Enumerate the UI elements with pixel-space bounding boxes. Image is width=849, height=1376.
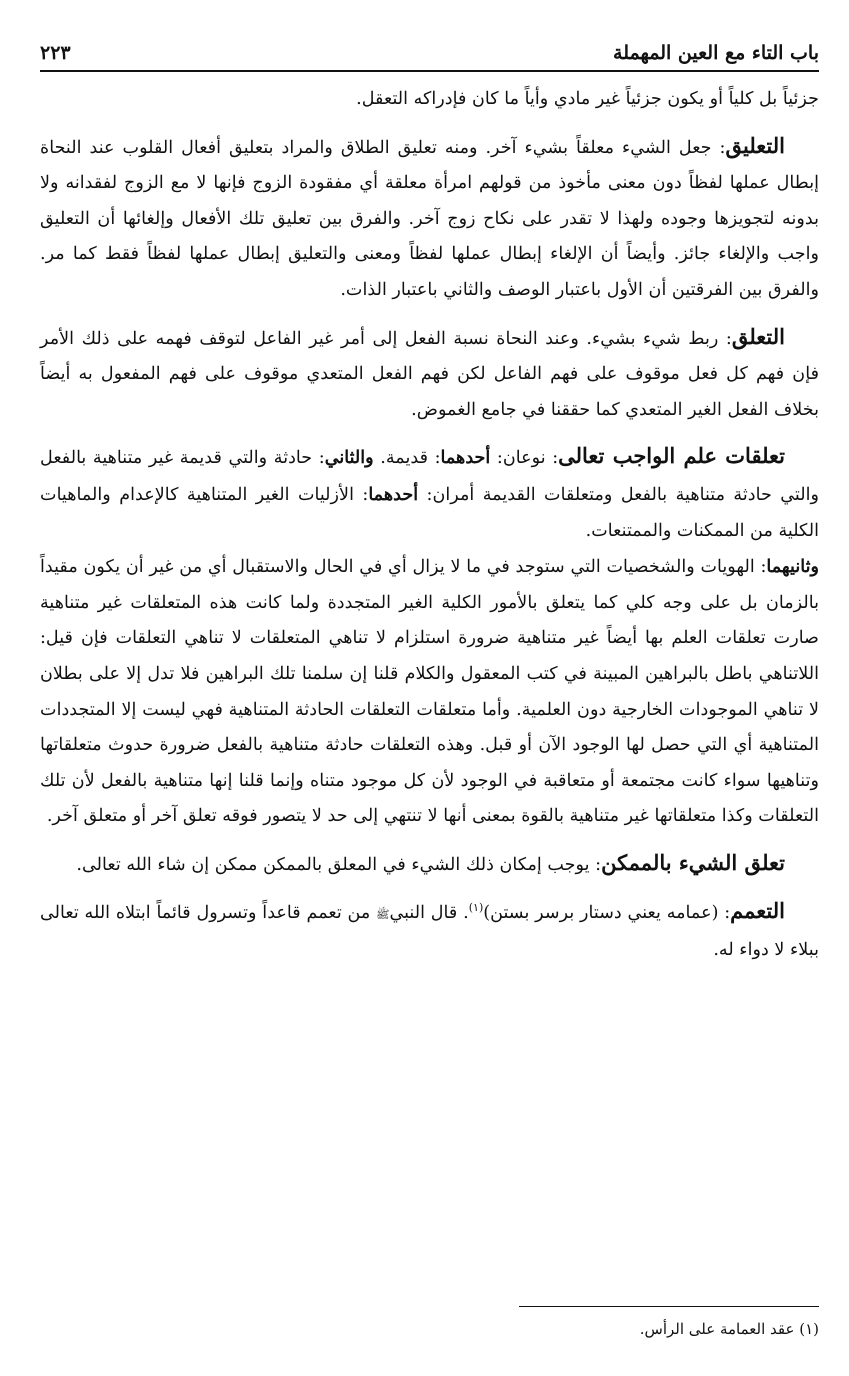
entry-separator: :	[711, 137, 726, 158]
entry-text: ربط شيء بشيء. وعند النحاة نسبة الفعل إلى أمر غير الفاعل لتوقف فهمه على ذلك الأمر فإن فهم كل فعل موقوف على فهم الفاعل لكن فهم الفعل المتعدي موقوف على فهم المفعول به أيضاً بخلاف الفعل الغير المتعدي كما حققنا في جامع الغموض.	[40, 328, 819, 420]
entry-text: : الأزليات الغير المتناهية كالإعدام والماهيات الكلية من الممكنات والممتنعات.	[40, 484, 819, 541]
bold-keyword: أحدهما	[440, 447, 491, 469]
footnote	[640, 1320, 819, 1338]
entry-text: من تعمم قاعداً وتسرول قائماً ابتلاه الله تعالى ببلاء لا دواء له.	[40, 903, 819, 961]
entry-term: التعمم	[730, 898, 785, 924]
page-number: ٢٢٣	[40, 42, 71, 64]
entry-term: تعلق الشيء بالممكن	[601, 849, 785, 875]
bold-keyword: وثانيهما	[766, 556, 819, 578]
entry-taalluq	[40, 319, 819, 429]
page	[40, 42, 819, 1338]
entry-taalluqat-ilm	[40, 438, 819, 549]
entry-thanihima	[40, 549, 819, 835]
paragraph-continuation: جزئياً بل كلياً أو يكون جزئياً غير مادي وأياً ما كان فإدراكه التعقل.	[356, 89, 819, 109]
footnote-marker: (١)	[468, 901, 484, 915]
entry-separator: :	[718, 328, 732, 349]
bold-keyword: والثاني	[324, 447, 374, 469]
chapter-title: باب التاء مع العين المهملة	[613, 42, 819, 64]
entry-term: التعلق	[731, 323, 785, 349]
page-body	[40, 82, 819, 969]
bold-keyword: أحدهما	[368, 483, 419, 505]
footnote-number: (١)	[799, 1320, 819, 1338]
entry-separator: :	[589, 854, 602, 875]
entry-taalluq-mumkin	[40, 845, 819, 884]
running-header	[40, 42, 819, 72]
entry-taammum	[40, 893, 819, 968]
salutation-glyph: ﷺ	[376, 908, 390, 922]
entry-text: جعل الشيء معلقاً بشيء آخر. ومنه تعليق الطلاق والمراد بتعليق أفعال القلوب عند النحاة إبطال عملها لفظاً دون معنى مأخوذ من قولهم امرأة معلقة أي مفقودة الزوج فإنها لا مع الزوج لفقدانه ولا بدونه لتجويزها وجوده ولهذا لا تقدر على نكاح زوج آخر. والفرق بين تعليق تلك الأفعال وإلغائها أن التعليق واجب والإلغاء جائز. وأيضاً أن الإلغاء إبطال عملها لفظاً ومعنى والتعليق إبطال عملها لفظاً فقط كما مر. والفرق بين الفرقتين أن الأول باعتبار الوصف والثاني باعتبار الذات.	[40, 137, 819, 300]
entry-text: . قال النبي	[389, 903, 469, 924]
entry-text: يوجب إمكان ذلك الشيء في المعلق بالممكن ممكن إن شاء الله تعالى.	[76, 854, 590, 875]
entry-text: : حادثة والتي قديمة غير متناهية بالفعل والتي حادثة متناهية بالفعل ومتعلقات القديمة أمران:	[40, 448, 819, 505]
footnote-divider	[519, 1306, 819, 1307]
entry-text: : الهويات والشخصيات التي ستوجد في ما لا يزال أي في الحال والاستقبال أي من غير أن يكون مقيداً بالزمان بل على وجه كلي كما يتعلق بالأمور الكلية الغير المتجددة ولما كانت هذه المتعلقات غير متناهية صارت تعلقات العلم بها أيضاً غير متناهية ضرورة استلزام لا تناهي المتعلقات لا تناهي التعلقات فإن قيل: اللاتناهي باطل بالبراهين المبينة في كتب المعقول والكلام قلنا إن سلمنا تلك البراهين فلا تدل إلا على بطلان لا تناهي الموجودات الخارجية دون العلمية. وأما متعلقات التعلقات الحادثة المتناهية فهي ليست إلا المتجددات المتناهية أي التي حصل لها الوجود الآن أو قبل. وهذه التعلقات حادثة متناهية بالفعل ضرورة حدوث متعلقاتها وتناهيها سواء كانت مجتمعة أو متعاقبة في الوجود لأن كل موجود متناه وإنما قلنا إنها متناهية بالفعل لأن تلك التعلقات وكذا متعلقاتها غير متناهية بالقوة بمعنى أنها لا تنتهي إلى حد لا يتصور فوقه تعلق آخر أو متعلق آخر.	[40, 557, 819, 827]
entry-term: التعليق	[725, 132, 785, 158]
entry-text: : نوعان:	[490, 448, 559, 469]
entry-term: تعلقات علم الواجب تعالى	[558, 443, 786, 469]
footnote-text: عقد العمامة على الرأس.	[639, 1320, 795, 1338]
entry-taaliq	[40, 128, 819, 309]
entry-text: : (عمامه يعني دستار برسر بستن)	[483, 903, 731, 924]
entry-text: : قديمة.	[373, 448, 441, 469]
